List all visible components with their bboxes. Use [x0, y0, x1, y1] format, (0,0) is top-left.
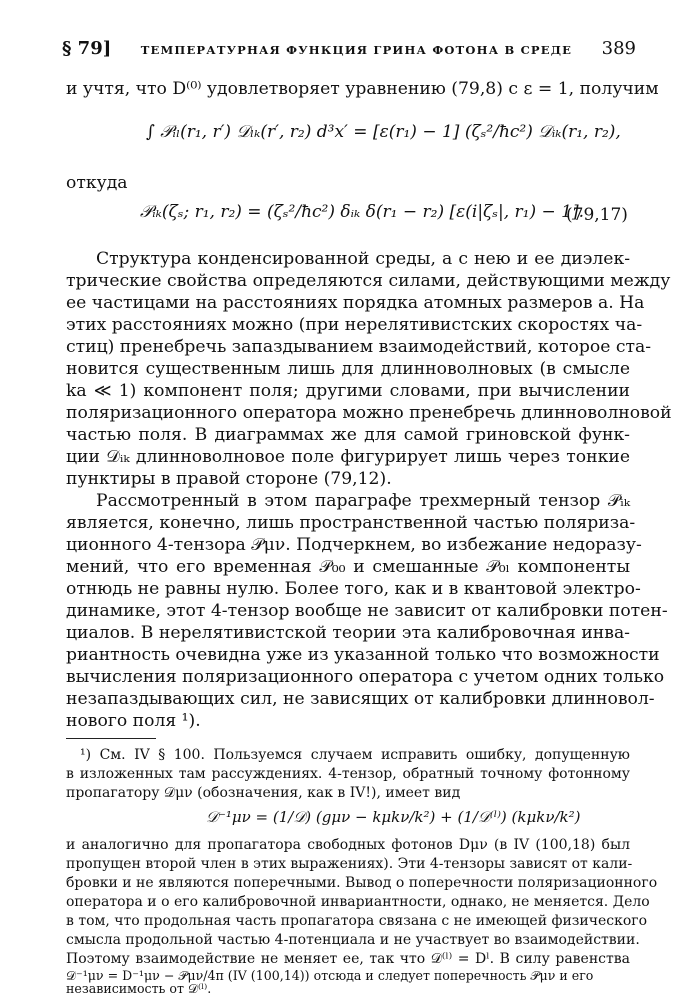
- paragraph1-line: стиц) пренебречь запаздыванием взаимодействий, которое ста-: [66, 337, 652, 357]
- paragraph2-line: риантность очевидна уже из указанной только что возможности: [66, 645, 660, 665]
- footnote-line: Поэтому взаимодействие не меняет ее, так что 𝒟⁽ˡ⁾ = Dˡ. В силу равенства: [66, 951, 630, 967]
- paragraph2-line: отнюдь не равны нулю. Более того, как и в квантовой электро-: [66, 579, 641, 599]
- formula-79-17: 𝒫ᵢₖ(ζₛ; r₁, r₂) = (ζₛ²/ħc²) δᵢₖ δ(r₁ − r₂) [ε(i|ζₛ|, r₁) − 1].: [140, 202, 584, 222]
- paragraph2-line: нового поля ¹).: [66, 711, 201, 731]
- paragraph1-line: Структура конденсированной среды, а с нею и ее диэлек-: [96, 249, 630, 269]
- footnote-line: и аналогично для пропагатора свободных фотонов Dμν (в IV (100,18) был: [66, 837, 630, 853]
- paragraph2-line: является, конечно, лишь пространственной частью поляриза-: [66, 513, 636, 533]
- footnote-rule: [66, 738, 156, 739]
- section-number: § 79]: [62, 38, 112, 59]
- footnote-line: ¹) См. IV § 100. Пользуемся случаем исправить ошибку, допущенную: [80, 747, 630, 763]
- paragraph2-line: вычисления поляризационного оператора с учетом одних только: [66, 667, 665, 687]
- footnote-line: пропущен второй член в этих выражениях). Эти 4-тензоры зависят от кали-: [66, 856, 633, 872]
- paragraph2-line: мений, что его временная 𝒫₀₀ и смешанные 𝒫₀ₗ компоненты: [66, 557, 630, 577]
- formula-polarization-equation: ∫ 𝒫ᵢₗ(r₁, r′) 𝒟ₗₖ(r′, r₂) d³x′ = [ε(r₁) − 1] (ζₛ²/ħc²) 𝒟ᵢₖ(r₁, r₂),: [146, 122, 621, 142]
- paragraph1-line: этих расстояниях можно (при нерелятивистских скоростях ча-: [66, 315, 643, 335]
- equation-number: (79,17): [566, 205, 628, 225]
- paragraph2-line: циалов. В нерелятивистской теории эта калибровочная инва-: [66, 623, 630, 643]
- running-header: [62, 38, 636, 62]
- paragraph1-line: пунктиры в правой стороне (79,12).: [66, 469, 392, 489]
- word-whence: откуда: [66, 173, 128, 193]
- footnote-line: пропагатору 𝒟μν (обозначения, как в IV!), имеет вид: [66, 785, 461, 801]
- footnote-line: оператора и о его калибровочной инвариантности, однако, не меняется. Дело: [66, 894, 650, 910]
- paragraph1-line: ее частицами на расстояниях порядка атомных размеров a. На: [66, 293, 645, 313]
- paragraph1-line: ka ≪ 1) компонент поля; другими словами, при вычислении: [66, 381, 630, 401]
- running-title: ТЕМПЕРАТУРНАЯ ФУНКЦИЯ ГРИНА ФОТОНА В СРЕДЕ: [140, 43, 573, 57]
- paragraph2-line: незапаздывающих сил, не зависящих от калибровки длинновол-: [66, 689, 655, 709]
- footnote-line: в изложенных там рассуждениях. 4-тензор, обратный точному фотонному: [66, 766, 630, 782]
- paragraph1-line: новится существенным лишь для длинноволновых (в смысле: [66, 359, 630, 379]
- footnote-line: бровки и не являются поперечными. Вывод о поперечности поляризационного: [66, 875, 658, 891]
- paragraph1-line: трические свойства определяются силами, действующими между: [66, 271, 671, 291]
- footnote-line: в том, что продольная часть пропагатора связана с не имеющей физического: [66, 913, 648, 929]
- paragraph2-line: Рассмотренный в этом параграфе трехмерный тензор 𝒫ᵢₖ: [96, 491, 630, 511]
- footnote-line: 𝒟⁻¹μν = D⁻¹μν − 𝒫μν/4π (IV (100,14)) отсюда и следует поперечность 𝒫μν и его независимость от 𝒟⁽ˡ⁾.: [66, 968, 594, 996]
- footnote-line: смысла продольной частью 4-потенциала и не участвует во взаимодействии.: [66, 932, 640, 948]
- intro-line: и учтя, что D⁽⁰⁾ удовлетворяет уравнению (79,8) с ε = 1, получим: [66, 79, 659, 99]
- paragraph1-line: поляризационного оператора можно пренебречь длинноволновой: [66, 403, 672, 423]
- paragraph2-line: динамике, этот 4-тензор вообще не зависит от калибровки потен-: [66, 601, 668, 621]
- paragraph2-line: ционного 4-тензора 𝒫μν. Подчеркнем, во избежание недоразу-: [66, 535, 642, 555]
- paragraph1-line: частью поля. В диаграммах же для самой гриновской функ-: [66, 425, 630, 445]
- paragraph1-line: ции 𝒟ᵢₖ длинноволновое поле фигурирует лишь через тонкие: [66, 447, 630, 467]
- footnote-formula: 𝒟⁻¹μν = (1/𝒟) (gμν − kμkν/k²) + (1/𝒟⁽ˡ⁾) (kμkν/k²): [206, 808, 581, 826]
- page-number: 389: [601, 38, 636, 59]
